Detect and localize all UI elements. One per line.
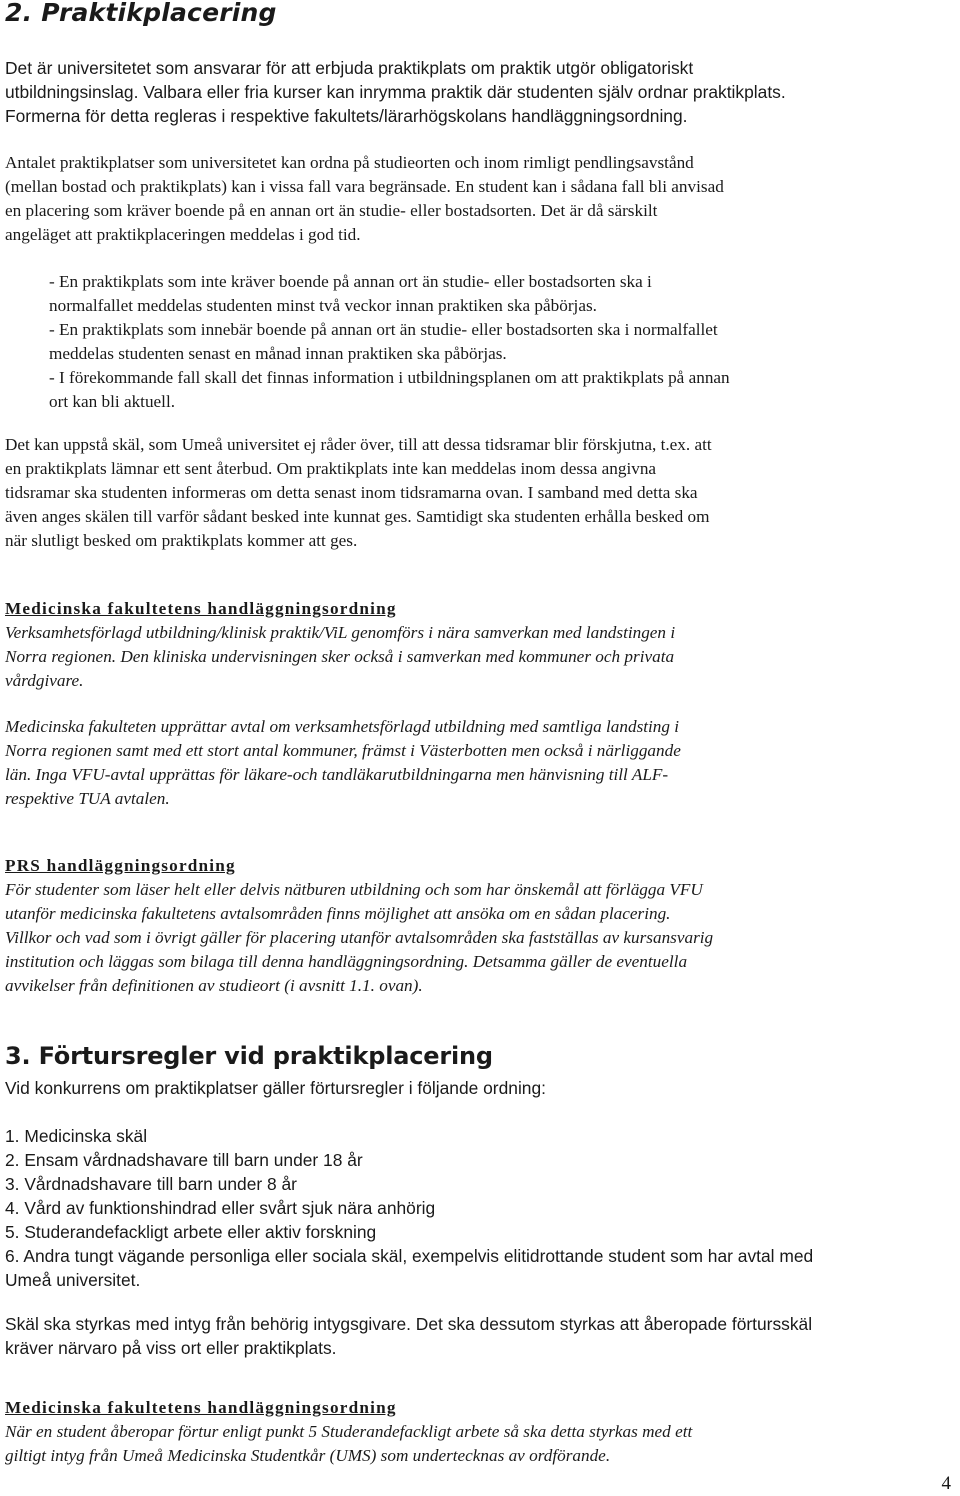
- medical-faculty-subheading-2: Medicinska fakultetens handläggningsordning: [5, 1398, 397, 1417]
- text-line: institution och läggas som bilaga till denna handläggningsordning. Detsamma gäller de eventuella: [5, 952, 688, 971]
- prs-subheading: PRS handläggningsordning: [5, 856, 236, 875]
- text-line: angeläget att praktikplaceringen meddelas i god tid.: [5, 225, 361, 244]
- list-item: 5. Studerandefackligt arbete eller aktiv forskning: [5, 1222, 377, 1242]
- text-line: avvikelser från definitionen av studieort (i avsnitt 1.1. ovan).: [5, 976, 423, 995]
- medical-faculty-agreements-paragraph: [5, 715, 960, 811]
- text-line: vårdgivare.: [5, 671, 84, 690]
- list-item: - En praktikplats som innebär boende på annan ort än studie- eller bostadsorten ska i normalfallet: [49, 320, 718, 339]
- list-item: 4. Vård av funktionshindrad eller svårt sjuk nära anhörig: [5, 1198, 436, 1218]
- text-line: Norra regionen samt med ett stort antal kommuner, främst i Västerbotten men också i närliggande: [5, 741, 681, 760]
- delay-paragraph: [5, 433, 960, 553]
- placement-limits-paragraph: [5, 151, 960, 247]
- intro-paragraph: [5, 56, 960, 128]
- evidence-paragraph: [5, 1312, 960, 1360]
- medical-faculty-priority-paragraph: [5, 1420, 960, 1468]
- text-line: Verksamhetsförlagd utbildning/klinisk praktik/ViL genomförs i nära samverkan med landstingen i: [5, 623, 676, 642]
- text-line: län. Inga VFU-avtal upprättas för läkare-och tandläkarutbildningarna men hänvisning till ALF-: [5, 765, 669, 784]
- text-line: När en student åberopar förtur enligt punkt 5 Studerandefackligt arbete så ska detta styrkas med ett: [5, 1422, 693, 1441]
- text-line: tidsramar ska studenten informeras om detta senast inom tidsramarna ovan. I samband med detta ska: [5, 483, 698, 502]
- list-item: - I förekommande fall skall det finnas information i utbildningsplanen om att praktikplats på annan: [49, 368, 730, 387]
- list-item: Umeå universitet.: [5, 1270, 141, 1290]
- list-item: 6. Andra tungt vägande personliga eller sociala skäl, exempelvis elitidrottande student som har avtal med: [5, 1246, 814, 1266]
- priority-intro: Vid konkurrens om praktikplatser gäller förtursregler i följande ordning:: [5, 1078, 546, 1098]
- page-number: 4: [941, 1473, 951, 1494]
- medical-faculty-paragraph: [5, 621, 960, 693]
- text-line: även anges skälen till varför sådant besked inte kunnat ges. Samtidigt ska studenten erhålla besked om: [5, 507, 710, 526]
- text-line: Det kan uppstå skäl, som Umeå universitet ej råder över, till att dessa tidsramar blir förskjutna, t.ex. att: [5, 435, 712, 454]
- notice-rules-list: [5, 270, 960, 414]
- list-item: meddelas studenten senast en månad innan praktiken ska påbörjas.: [49, 344, 507, 363]
- list-item: ort kan bli aktuell.: [49, 392, 176, 411]
- prs-paragraph: [5, 878, 960, 998]
- section-heading-praktikplacering: 2. Praktikplacering: [5, 0, 277, 27]
- text-line: en placering som kräver boende på en annan ort än studie- eller bostadsorten. Det är då särskilt: [5, 201, 658, 220]
- medical-faculty-subheading: Medicinska fakultetens handläggningsordning: [5, 599, 397, 618]
- text-line: För studenter som läser helt eller delvis nätburen utbildning och som har önskemål att förlägga VFU: [5, 880, 703, 899]
- text-line: när slutligt besked om praktikplats kommer att ges.: [5, 531, 358, 550]
- list-item: 3. Vårdnadshavare till barn under 8 år: [5, 1174, 297, 1194]
- text-line: Det är universitetet som ansvarar för att erbjuda praktikplats om praktik utgör obligatoriskt: [5, 58, 694, 78]
- text-line: giltigt intyg från Umeå Medicinska Studentkår (UMS) som undertecknas av ordförande.: [5, 1446, 611, 1465]
- text-line: Antalet praktikplatser som universitetet kan ordna på studieorten och inom rimligt pendlingsavstånd: [5, 153, 694, 172]
- text-line: utanför medicinska fakultetens avtalsområden finns möjlighet att ansöka om en sådan placering.: [5, 904, 671, 923]
- list-item: normalfallet meddelas studenten minst två veckor innan praktiken ska påbörjas.: [49, 296, 597, 315]
- text-line: utbildningsinslag. Valbara eller fria kurser kan inrymma praktik där studenten själv ordnar praktikplats.: [5, 82, 786, 102]
- list-item: 1. Medicinska skäl: [5, 1126, 148, 1146]
- text-line: Medicinska fakulteten upprättar avtal om verksamhetsförlagd utbildning med samtliga landsting i: [5, 717, 680, 736]
- text-line: Formerna för detta regleras i respektive fakultets/lärarhögskolans handläggningsordning.: [5, 106, 688, 126]
- text-line: kräver närvaro på viss ort eller praktikplats.: [5, 1338, 337, 1358]
- text-line: en praktikplats lämnar ett sent återbud. Om praktikplats inte kan meddelas inom dessa angivna: [5, 459, 657, 478]
- text-line: Norra regionen. Den kliniska undervisningen sker också i samverkan med kommuner och privata: [5, 647, 675, 666]
- text-line: respektive TUA avtalen.: [5, 789, 170, 808]
- list-item: - En praktikplats som inte kräver boende på annan ort än studie- eller bostadsorten ska i: [49, 272, 652, 291]
- list-item: 2. Ensam vårdnadshavare till barn under 18 år: [5, 1150, 363, 1170]
- text-line: Skäl ska styrkas med intyg från behörig intygsgivare. Det ska dessutom styrkas att åberopade förtursskäl: [5, 1314, 813, 1334]
- text-line: (mellan bostad och praktikplats) kan i vissa fall vara begränsade. En student kan i sådana fall bli anvisad: [5, 177, 724, 196]
- section-heading-fortursregler: 3. Förtursregler vid praktikplacering: [5, 1042, 493, 1070]
- priority-list: [5, 1124, 960, 1292]
- text-line: Villkor och vad som i övrigt gäller för placering utanför avtalsområden ska fastställas av kursansvarig: [5, 928, 714, 947]
